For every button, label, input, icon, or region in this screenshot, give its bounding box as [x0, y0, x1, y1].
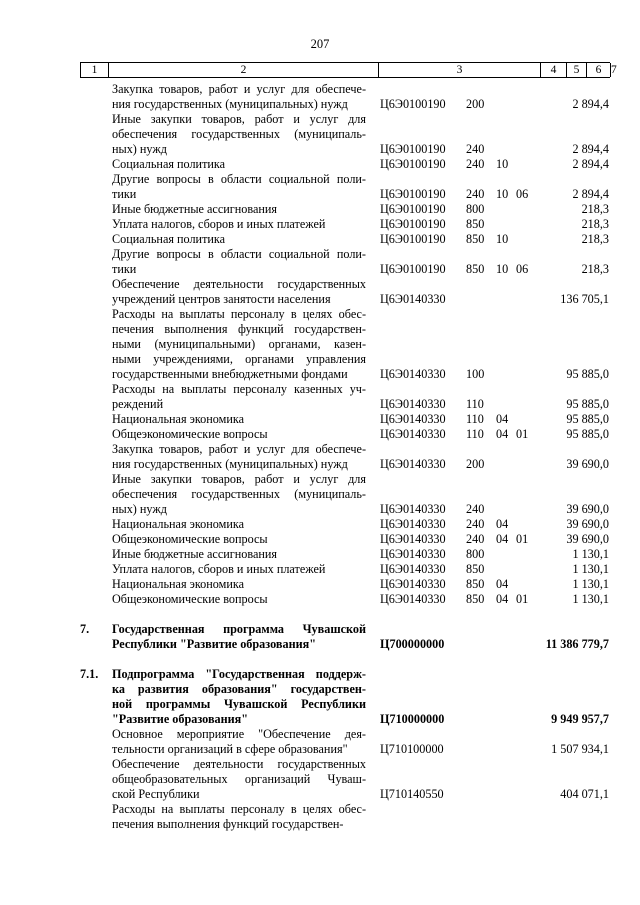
table-row [0, 277, 640, 307]
description-line: Республики "Развитие образования" [112, 637, 316, 651]
expense-type-code: 240 [466, 502, 485, 516]
description-line: Подпрограмма "Государственная поддерж- [112, 667, 366, 681]
description-line: тики [112, 187, 137, 201]
column-header-4: 4 [540, 63, 566, 77]
description-line: Общеэкономические вопросы [112, 427, 268, 441]
row-description [112, 472, 366, 517]
section-code: 04 [496, 592, 509, 606]
description-line: ными (муниципальными) органами, казен- [112, 337, 366, 351]
expense-type-code: 240 [466, 517, 485, 531]
column-header-3: 3 [378, 63, 540, 77]
row-description [112, 532, 366, 547]
description-line: ных) нужд [112, 142, 167, 156]
table-row [0, 217, 640, 232]
description-line: ными учреждениями, органами управления [112, 352, 366, 366]
expense-type-code: 240 [466, 532, 485, 546]
target-code: Ц6Э0140330 [380, 577, 446, 591]
description-line: Закупка товаров, работ и услуг для обеспече- [112, 82, 366, 96]
description-line: Закупка товаров, работ и услуг для обеспече- [112, 442, 366, 456]
description-line: печения выполнения функций государствен- [112, 322, 366, 336]
section-code: 04 [496, 412, 509, 426]
target-code: Ц6Э0100190 [380, 262, 446, 276]
row-description [112, 757, 366, 802]
row-description [112, 667, 366, 727]
row-description [112, 82, 366, 112]
section-code: 10 [496, 157, 509, 171]
description-line: Расходы на выплаты персоналу в целях обес- [112, 307, 366, 321]
description-line: ной программы Чувашской Республики [112, 697, 366, 711]
section-code: 10 [496, 232, 509, 246]
row-description [112, 202, 366, 217]
column-header-6: 6 [586, 63, 610, 77]
description-line: Иные закупки товаров, работ и услуг для [112, 112, 366, 126]
row-description [112, 547, 366, 562]
description-line: Другие вопросы в области социальной поли- [112, 247, 366, 261]
target-code: Ц6Э0100190 [380, 217, 446, 231]
section-code: 04 [496, 577, 509, 591]
row-description [112, 517, 366, 532]
table-row [0, 517, 640, 532]
amount-value: 2 894,4 [572, 157, 609, 171]
amount-value: 9 949 957,7 [551, 712, 609, 726]
table-row [0, 532, 640, 547]
table-row [0, 112, 640, 157]
expense-type-code: 850 [466, 577, 485, 591]
row-description [112, 232, 366, 247]
target-code: Ц6Э0100190 [380, 187, 446, 201]
description-line: ных) нужд [112, 502, 167, 516]
expense-type-code: 850 [466, 232, 485, 246]
expense-type-code: 200 [466, 97, 485, 111]
row-description [112, 382, 366, 412]
table-row [0, 307, 640, 382]
section-code: 10 [496, 262, 509, 276]
column-header-1: 1 [80, 63, 108, 77]
section-code: 04 [496, 532, 509, 546]
page-number: 207 [310, 37, 330, 51]
expense-type-code: 850 [466, 562, 485, 576]
expense-type-code: 110 [466, 412, 484, 426]
description-line: Государственная программа Чувашской [112, 622, 366, 636]
section-code: 04 [496, 427, 509, 441]
row-description [112, 157, 366, 172]
target-code: Ц6Э0140330 [380, 292, 446, 306]
amount-value: 39 690,0 [566, 502, 609, 516]
description-line: государственными внебюджетными фондами [112, 367, 348, 381]
amount-value: 404 071,1 [560, 787, 609, 801]
amount-value: 1 130,1 [572, 547, 609, 561]
amount-value: 95 885,0 [566, 412, 609, 426]
amount-value: 2 894,4 [572, 142, 609, 156]
target-code: Ц6Э0140330 [380, 427, 446, 441]
amount-value: 95 885,0 [566, 427, 609, 441]
expense-type-code: 110 [466, 397, 484, 411]
amount-value: 2 894,4 [572, 187, 609, 201]
table-row [0, 472, 640, 517]
table-row [0, 562, 640, 577]
amount-value: 95 885,0 [566, 367, 609, 381]
table-row [0, 427, 640, 442]
target-code: Ц6Э0100190 [380, 202, 446, 216]
row-description [112, 427, 366, 442]
subsection-code: 01 [516, 427, 529, 441]
target-code: Ц700000000 [380, 637, 445, 651]
description-line: тельности организаций в сфере образования" [112, 742, 348, 756]
row-description [112, 247, 366, 277]
amount-value: 218,3 [581, 232, 609, 246]
expense-type-code: 110 [466, 427, 484, 441]
row-number: 7. [80, 622, 90, 636]
description-line: обеспечения государственных (муниципаль- [112, 127, 366, 141]
description-line: Уплата налогов, сборов и иных платежей [112, 562, 326, 576]
target-code: Ц710000000 [380, 712, 445, 726]
column-header-row [80, 62, 617, 78]
description-line: печения выполнения функций государствен- [112, 817, 344, 831]
row-description [112, 727, 366, 757]
target-code: Ц6Э0140330 [380, 517, 446, 531]
table-row [0, 442, 640, 472]
expense-type-code: 240 [466, 142, 485, 156]
amount-value: 1 130,1 [572, 592, 609, 606]
amount-value: 218,3 [581, 262, 609, 276]
target-code: Ц6Э0140330 [380, 592, 446, 606]
description-line: Национальная экономика [112, 577, 245, 591]
table-row [0, 577, 640, 592]
target-code: Ц6Э0140330 [380, 547, 446, 561]
table-row [0, 247, 640, 277]
table-row [0, 802, 640, 832]
amount-value: 136 705,1 [560, 292, 609, 306]
table-row [0, 667, 640, 727]
description-line: Обеспечение деятельности государственных [112, 277, 366, 291]
amount-value: 218,3 [581, 217, 609, 231]
description-line: ния государственных (муниципальных) нужд [112, 97, 348, 111]
row-description [112, 307, 366, 382]
description-line: Иные бюджетные ассигнования [112, 547, 278, 561]
description-line: Социальная политика [112, 157, 226, 171]
target-code: Ц710100000 [380, 742, 444, 756]
expense-type-code: 850 [466, 592, 485, 606]
description-line: общеобразовательных организаций Чуваш- [112, 772, 366, 786]
expense-type-code: 850 [466, 262, 485, 276]
subsection-code: 06 [516, 262, 529, 276]
description-line: ской Республики [112, 787, 200, 801]
description-line: Иные бюджетные ассигнования [112, 202, 278, 216]
table-row [0, 592, 640, 607]
description-line: "Развитие образования" [112, 712, 249, 726]
row-description [112, 172, 366, 202]
description-line: Национальная экономика [112, 412, 245, 426]
target-code: Ц6Э0100190 [380, 157, 446, 171]
target-code: Ц6Э0140330 [380, 367, 446, 381]
amount-value: 39 690,0 [566, 457, 609, 471]
subsection-code: 01 [516, 532, 529, 546]
expense-type-code: 100 [466, 367, 485, 381]
section-code: 10 [496, 187, 509, 201]
expense-type-code: 240 [466, 187, 485, 201]
description-line: Уплата налогов, сборов и иных платежей [112, 217, 326, 231]
description-line: Расходы на выплаты персоналу в целях обес- [112, 802, 366, 816]
expense-type-code: 240 [466, 157, 485, 171]
amount-value: 95 885,0 [566, 397, 609, 411]
description-line: реждений [112, 397, 164, 411]
row-description [112, 562, 366, 577]
row-description [112, 442, 366, 472]
description-line: учреждений центров занятости населения [112, 292, 331, 306]
row-description [112, 217, 366, 232]
table-row [0, 172, 640, 202]
target-code: Ц6Э0100190 [380, 232, 446, 246]
description-line: Общеэкономические вопросы [112, 532, 268, 546]
description-line: ния государственных (муниципальных) нужд [112, 457, 348, 471]
amount-value: 39 690,0 [566, 532, 609, 546]
target-code: Ц710140550 [380, 787, 444, 801]
row-description [112, 622, 366, 652]
table-row [0, 382, 640, 412]
description-line: Другие вопросы в области социальной поли- [112, 172, 366, 186]
table-row [0, 622, 640, 652]
table-row [0, 157, 640, 172]
expense-type-code: 800 [466, 547, 485, 561]
column-header-5: 5 [566, 63, 586, 77]
column-header-7: 7 [611, 64, 617, 76]
amount-value: 1 507 934,1 [551, 742, 609, 756]
row-description [112, 412, 366, 427]
table-row [0, 412, 640, 427]
target-code: Ц6Э0140330 [380, 457, 446, 471]
description-line: Расходы на выплаты персоналу казенных уч- [112, 382, 366, 396]
description-line: Иные закупки товаров, работ и услуг для [112, 472, 366, 486]
row-number: 7.1. [80, 667, 99, 681]
target-code: Ц6Э0140330 [380, 397, 446, 411]
target-code: Ц6Э0140330 [380, 532, 446, 546]
table-row [0, 547, 640, 562]
subsection-code: 06 [516, 187, 529, 201]
description-line: Общеэкономические вопросы [112, 592, 268, 606]
description-line: Национальная экономика [112, 517, 245, 531]
column-header-2: 2 [108, 63, 378, 77]
description-line: Обеспечение деятельности государственных [112, 757, 366, 771]
section-code: 04 [496, 517, 509, 531]
table-row [0, 202, 640, 217]
amount-value: 39 690,0 [566, 517, 609, 531]
expense-type-code: 800 [466, 202, 485, 216]
expense-type-code: 850 [466, 217, 485, 231]
table-row [0, 82, 640, 112]
description-line: тики [112, 262, 137, 276]
target-code: Ц6Э0140330 [380, 412, 446, 426]
amount-value: 218,3 [581, 202, 609, 216]
row-description [112, 112, 366, 157]
amount-value: 1 130,1 [572, 562, 609, 576]
description-line: Основное мероприятие "Обеспечение дея- [112, 727, 366, 741]
row-description [112, 802, 366, 832]
description-line: Социальная политика [112, 232, 226, 246]
amount-value: 2 894,4 [572, 97, 609, 111]
amount-value: 1 130,1 [572, 577, 609, 591]
description-line: обеспечения государственных (муниципаль- [112, 487, 366, 501]
target-code: Ц6Э0100190 [380, 142, 446, 156]
row-description [112, 277, 366, 307]
target-code: Ц6Э0140330 [380, 502, 446, 516]
target-code: Ц6Э0100190 [380, 97, 446, 111]
description-line: ка развития образования" государствен- [112, 682, 366, 696]
amount-value: 11 386 779,7 [545, 637, 609, 651]
table-row [0, 757, 640, 802]
target-code: Ц6Э0140330 [380, 562, 446, 576]
row-description [112, 577, 366, 592]
expense-type-code: 200 [466, 457, 485, 471]
subsection-code: 01 [516, 592, 529, 606]
row-description [112, 592, 366, 607]
table-row [0, 727, 640, 757]
table-row [0, 232, 640, 247]
